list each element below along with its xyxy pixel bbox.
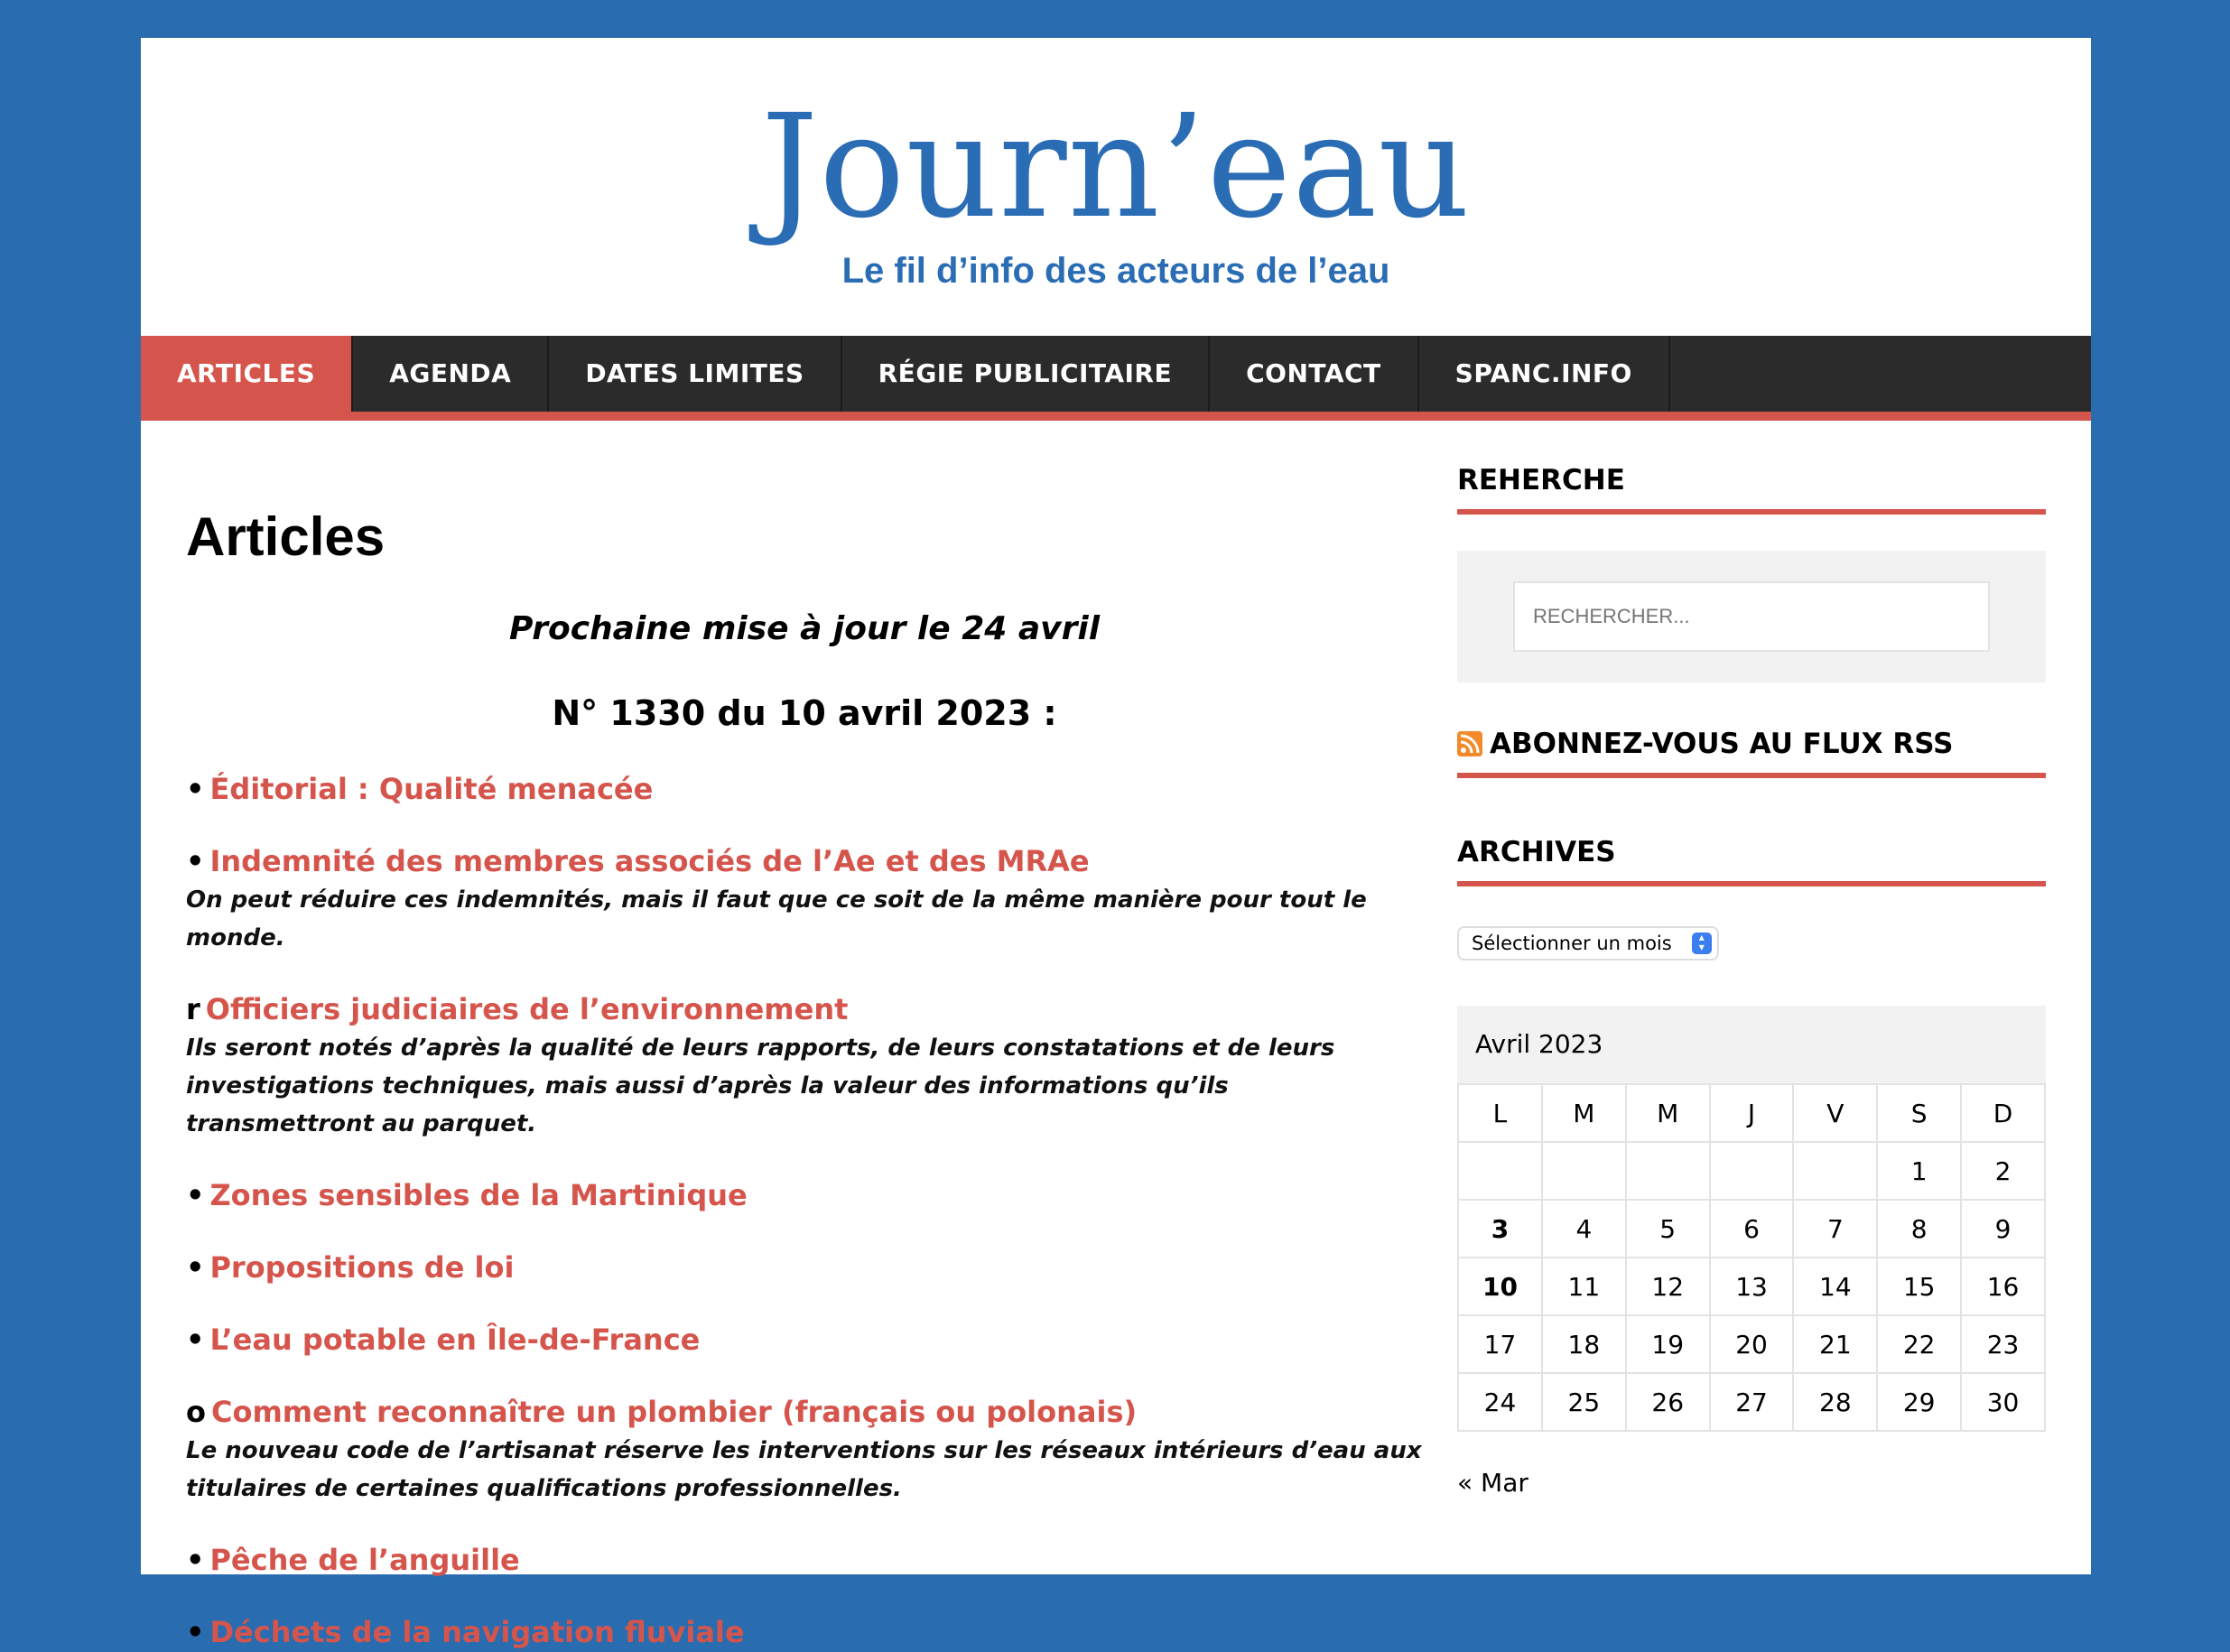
calendar-day: 6 <box>1710 1200 1794 1258</box>
article-bullet: o <box>186 1395 206 1429</box>
calendar-weekday: D <box>1961 1084 2045 1142</box>
calendar-weekday: J <box>1710 1084 1794 1142</box>
next-update-notice: Prochaine mise à jour le 24 avril <box>508 610 1101 647</box>
article-bullet: • <box>186 772 205 806</box>
search-widget-title: REHERCHE <box>1457 462 2046 515</box>
logo-tagline: Le fil d’info des acteurs de l’eau <box>841 251 1390 291</box>
nav-item-spanc-info[interactable]: SPANC.INFO <box>1419 336 1670 412</box>
calendar-empty-cell <box>1626 1142 1710 1200</box>
article-link[interactable]: L’eau potable en Île-de-France <box>209 1323 701 1357</box>
article-summary: Le nouveau code de l’artisanat réserve les interventions sur les réseaux intérieurs d’eau aux titulaires de certaines qualifications professionnelles. <box>186 1437 1422 1502</box>
calendar-day: 29 <box>1877 1373 1961 1431</box>
calendar-day: 7 <box>1793 1200 1877 1258</box>
list-item <box>186 841 1423 957</box>
article-heading <box>186 1392 1423 1432</box>
article-link[interactable]: Propositions de loi <box>209 1250 515 1285</box>
calendar-day: 1 <box>1877 1142 1961 1200</box>
article-heading <box>186 1320 1423 1360</box>
calendar-day: 14 <box>1793 1258 1877 1315</box>
calendar-header-row <box>1458 1084 2045 1142</box>
list-item <box>186 1175 1423 1215</box>
calendar-day: 15 <box>1877 1258 1961 1315</box>
calendar-day: 18 <box>1542 1315 1626 1373</box>
calendar-day: 4 <box>1542 1200 1626 1258</box>
calendar-week-row <box>1458 1142 2045 1200</box>
archives-select-value: Sélectionner un mois <box>1472 933 1672 954</box>
list-item <box>186 1248 1423 1287</box>
calendar-day: 22 <box>1877 1315 1961 1373</box>
article-bullet: • <box>186 1323 205 1357</box>
article-link[interactable]: Éditorial : Qualité menacée <box>209 772 654 806</box>
calendar-day: 9 <box>1961 1200 2045 1258</box>
calendar-day: 13 <box>1710 1258 1794 1315</box>
article-bullet: • <box>186 1178 205 1212</box>
main-nav <box>141 336 2091 421</box>
article-bullet: • <box>186 1615 205 1649</box>
article-link[interactable]: Indemnité des membres associés de l’Ae et des MRAe <box>209 844 1090 878</box>
calendar-prev-month-link[interactable]: « Mar <box>1457 1468 1528 1498</box>
search-input[interactable] <box>1513 581 1990 652</box>
article-link[interactable]: Déchets de la navigation fluviale <box>209 1615 745 1649</box>
article-list <box>186 769 1423 1652</box>
archives-month-select[interactable] <box>1457 926 1719 961</box>
search-widget <box>1457 551 2046 682</box>
article-heading <box>186 769 1423 809</box>
calendar-day[interactable]: 3 <box>1458 1200 1542 1258</box>
calendar-week-row <box>1458 1373 2045 1431</box>
page <box>141 38 2091 1649</box>
calendar-empty-cell <box>1793 1142 1877 1200</box>
article-heading <box>186 1540 1423 1580</box>
site-header <box>141 38 2091 336</box>
calendar-day: 17 <box>1458 1315 1542 1373</box>
article-summary: On peut réduire ces indemnités, mais il faut que ce soit de la même manière pour tout le monde. <box>186 886 1367 951</box>
rss-icon <box>1457 731 1482 756</box>
calendar-empty-cell <box>1458 1142 1542 1200</box>
list-item <box>186 1320 1423 1360</box>
calendar-day: 12 <box>1626 1258 1710 1315</box>
article-bullet: • <box>186 1543 205 1577</box>
calendar-day: 28 <box>1793 1373 1877 1431</box>
nav-item-r-gie-publicitaire[interactable]: RÉGIE PUBLICITAIRE <box>842 336 1211 412</box>
article-link[interactable]: Officiers judiciaires de l’environnement <box>205 992 849 1026</box>
calendar-week-row <box>1458 1315 2045 1373</box>
nav-item-articles[interactable]: ARTICLES <box>141 336 353 412</box>
calendar-day: 2 <box>1961 1142 2045 1200</box>
calendar-day: 5 <box>1626 1200 1710 1258</box>
calendar-weekday: L <box>1458 1084 1542 1142</box>
calendar-weekday: S <box>1877 1084 1961 1142</box>
issue-heading: N° 1330 du 10 avril 2023 : <box>552 693 1057 733</box>
list-item <box>186 1540 1423 1580</box>
calendar-day: 27 <box>1710 1373 1794 1431</box>
article-link[interactable]: Zones sensibles de la Martinique <box>209 1178 748 1212</box>
list-item <box>186 989 1423 1143</box>
calendar-day: 25 <box>1542 1373 1626 1431</box>
calendar-day: 26 <box>1626 1373 1710 1431</box>
calendar-day: 30 <box>1961 1373 2045 1431</box>
calendar-widget <box>1457 1006 2046 1498</box>
calendar-day: 24 <box>1458 1373 1542 1431</box>
calendar-day: 23 <box>1961 1315 2045 1373</box>
page-title: Articles <box>186 506 386 567</box>
calendar-day: 20 <box>1710 1315 1794 1373</box>
list-item <box>186 1392 1423 1508</box>
select-arrows-icon: ▴ ▾ <box>1692 933 1712 954</box>
calendar-table <box>1457 1083 2046 1432</box>
article-heading <box>186 841 1423 881</box>
article-heading <box>186 1248 1423 1287</box>
main-content <box>186 462 1423 1652</box>
calendar-empty-cell <box>1542 1142 1626 1200</box>
rss-title-label: ABONNEZ-VOUS AU FLUX RSS <box>1490 728 1954 760</box>
article-heading <box>186 989 1423 1029</box>
logo-title: Journ’eau <box>760 84 1472 250</box>
nav-item-contact[interactable]: CONTACT <box>1210 336 1419 412</box>
article-bullet: r <box>186 992 200 1026</box>
article-heading <box>186 1175 1423 1215</box>
article-summary: Ils seront notés d’après la qualité de leurs rapports, de leurs constatations et de leurs investigations techniques, mais aussi d’après la valeur des informations qu’ils transmettront au parquet. <box>186 1035 1335 1137</box>
site-logo[interactable] <box>141 84 2091 294</box>
sidebar <box>1457 462 2046 1498</box>
nav-item-dates-limites[interactable]: DATES LIMITES <box>549 336 841 412</box>
article-heading <box>186 1612 1423 1652</box>
calendar-day: 19 <box>1626 1315 1710 1373</box>
calendar-week-row <box>1458 1200 2045 1258</box>
calendar-weekday: V <box>1793 1084 1877 1142</box>
archives-widget-title: ARCHIVES <box>1457 834 2046 886</box>
list-item <box>186 769 1423 809</box>
calendar-empty-cell <box>1710 1142 1794 1200</box>
article-bullet: • <box>186 1250 205 1285</box>
calendar-day: 16 <box>1961 1258 2045 1315</box>
calendar-day: 21 <box>1793 1315 1877 1373</box>
article-bullet: • <box>186 844 205 878</box>
calendar-caption: Avril 2023 <box>1457 1006 2046 1083</box>
calendar-weekday: M <box>1626 1084 1710 1142</box>
article-link[interactable]: Comment reconnaître un plombier (français ou polonais) <box>210 1395 1138 1429</box>
calendar-day[interactable]: 10 <box>1458 1258 1542 1315</box>
calendar-day: 11 <box>1542 1258 1626 1315</box>
calendar-week-row <box>1458 1258 2045 1315</box>
article-link[interactable]: Pêche de l’anguille <box>209 1543 520 1577</box>
calendar-weekday: M <box>1542 1084 1626 1142</box>
nav-item-agenda[interactable]: AGENDA <box>353 336 549 412</box>
calendar-day: 8 <box>1877 1200 1961 1258</box>
list-item <box>186 1612 1423 1652</box>
rss-widget-title[interactable] <box>1457 726 2046 778</box>
